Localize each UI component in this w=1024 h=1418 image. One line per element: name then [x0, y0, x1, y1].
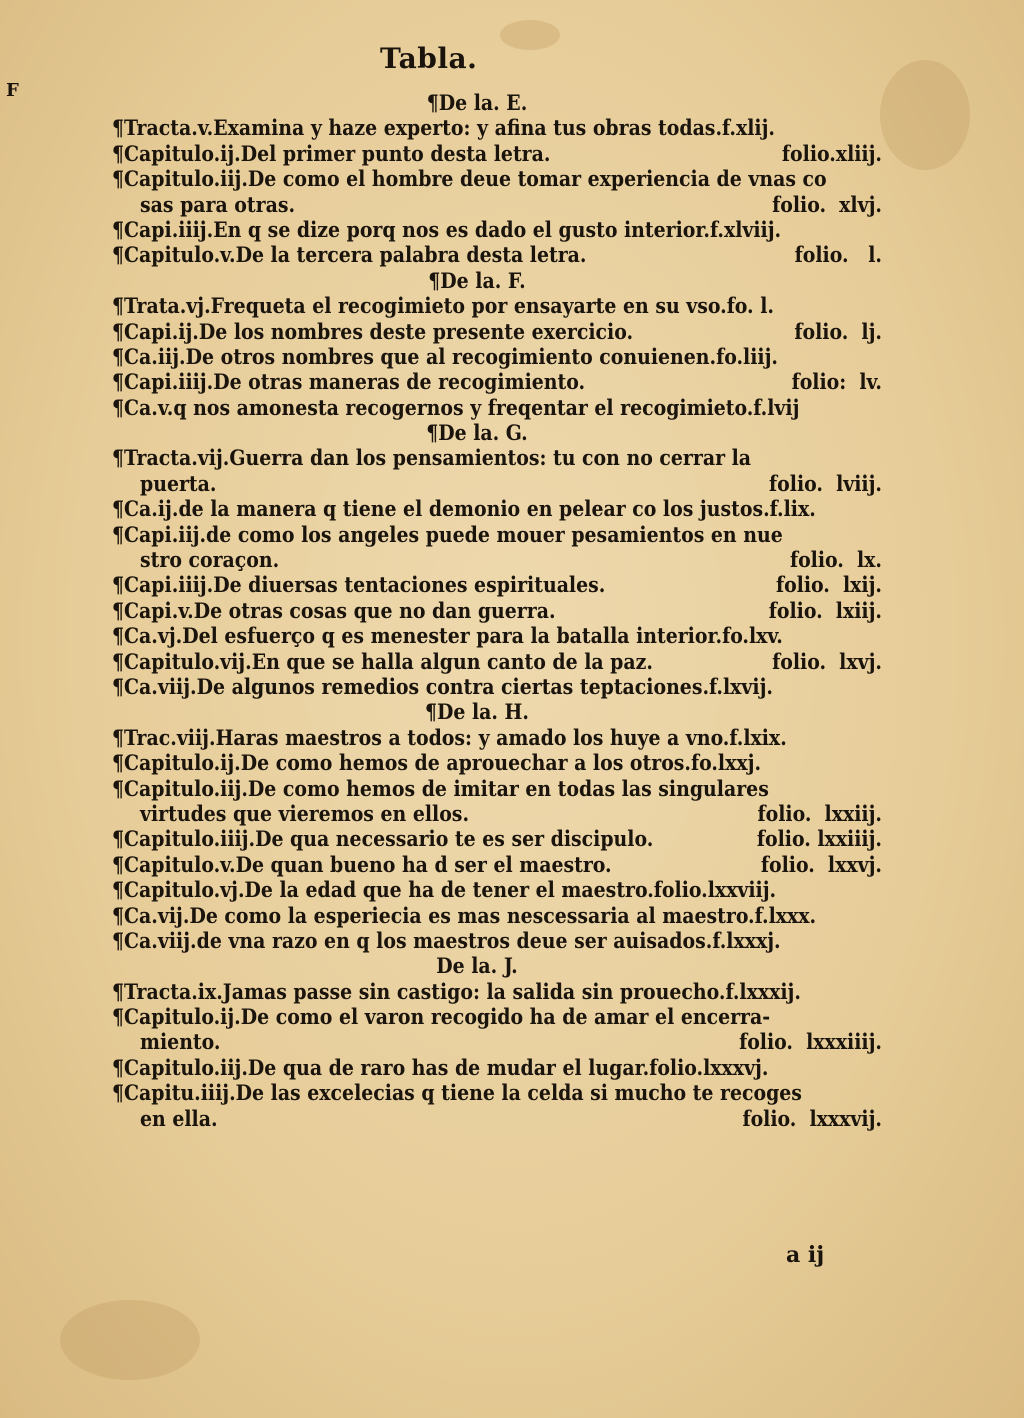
toc-entry: ¶Tracta.ix.Jamas passe sin castigo: la salida sin prouecho.f.lxxxij. [112, 978, 801, 1004]
section-heading: ¶De la. F. [428, 267, 526, 293]
folio-reference: folio. lj. [794, 318, 882, 344]
toc-entry: ¶Ca.ij.de la manera q tiene el demonio en pelear co los justos.f.lix. [112, 496, 816, 522]
toc-entry: ¶Ca.viij.de vna razo en q los maestros deue ser auisados.f.lxxxj. [112, 927, 781, 953]
toc-entry-continuation [112, 547, 882, 572]
margin-mark: F [6, 80, 19, 101]
folio-reference: folio. lxvj. [772, 648, 882, 674]
toc-entry: ¶Capitulo.iij.De como hemos de imitar en todas las singulares [112, 775, 769, 801]
toc-entry: ¶Ca.vj.Del esfuerço q es menester para la batalla interior.fo.lxv. [112, 623, 783, 649]
toc-entry: ¶Ca.vij.De como la esperiecia es mas nescessaria al maestro.f.lxxx. [112, 902, 817, 928]
toc-entry [112, 852, 882, 877]
toc-entry: ¶Tracta.vij.Guerra dan los pensamientos: tu con no cerrar la [112, 445, 752, 471]
section-heading: ¶De la. E. [426, 90, 528, 115]
signature-mark: a ij [786, 1242, 825, 1268]
toc-entry-continuation [112, 1106, 882, 1131]
toc-entry [112, 572, 882, 597]
folio-reference: folio. lxij. [775, 572, 882, 598]
folio-reference: folio. lxxiiij. [756, 826, 882, 852]
folio-reference: folio. xlvj. [772, 191, 882, 217]
toc-entry [112, 369, 882, 394]
toc-entry [112, 242, 882, 267]
folio-reference: folio. lxxvj. [760, 851, 882, 877]
folio-reference: folio. lxxxvij. [742, 1105, 882, 1131]
table-of-contents [112, 90, 882, 1131]
toc-entry: ¶Ca.v.q nos amonesta recogernos y freqentar el recogimieto.f.lvij [112, 394, 800, 420]
paper-stain [880, 60, 970, 170]
toc-entry-continuation [112, 192, 882, 217]
section-heading: ¶De la. G. [426, 420, 528, 446]
entry-text: puerta. [140, 470, 217, 496]
folio-reference: folio.xliij. [781, 140, 882, 166]
toc-entry: ¶Capi.iij.de como los angeles puede mouer pesamientos en nue [112, 521, 783, 547]
entry-text: sas para otras. [140, 191, 296, 217]
paper-stain [500, 20, 560, 50]
toc-entry: ¶Capitulo.iij.De como el hombre deue tomar experiencia de vnas co [112, 166, 827, 192]
entry-text: ¶Capitulo.vij.En que se halla algun canto de la paz. [112, 648, 653, 674]
entry-text: ¶Capi.iiij.De diuersas tentaciones espirituales. [112, 572, 606, 598]
folio-reference: folio. lxiij. [768, 597, 882, 623]
toc-entry: ¶Capi.iiij.En q se dize porq nos es dado el gusto interior.f.xlviij. [112, 216, 782, 242]
toc-entry [112, 141, 882, 166]
folio-reference: folio. l. [794, 242, 882, 268]
toc-entry [112, 598, 882, 623]
folio-reference: folio. lviij. [769, 470, 882, 496]
folio-reference: folio. lxxxiiij. [739, 1029, 882, 1055]
toc-entry: ¶Trac.viij.Haras maestros a todos: y amado los huye a vno.f.lxix. [112, 724, 787, 750]
entry-text: ¶Capitulo.ij.Del primer punto desta letra. [112, 140, 551, 166]
toc-entry: ¶Capitulo.vj.De la edad que ha de tener el maestro.folio.lxxviij. [112, 877, 777, 903]
running-head: Tabla. [380, 42, 478, 75]
entry-text: ¶Capi.iiij.De otras maneras de recogimiento. [112, 369, 586, 395]
toc-entry: ¶Capitu.iiij.De las excelecias q tiene la celda si mucho te recoges [112, 1080, 802, 1106]
toc-entry-continuation [112, 801, 882, 826]
toc-entry: ¶Trata.vj.Frequeta el recogimieto por ensayarte en su vso.fo. l. [112, 293, 774, 319]
toc-entry-continuation [112, 1029, 882, 1054]
entry-text: ¶Capitulo.v.De la tercera palabra desta letra. [112, 242, 587, 268]
entry-text: ¶Capi.v.De otras cosas que no dan guerra. [112, 597, 556, 623]
toc-entry: ¶Ca.viij.De algunos remedios contra ciertas teptaciones.f.lxvij. [112, 673, 773, 699]
toc-entry [112, 826, 882, 851]
entry-text: stro coraçon. [140, 547, 280, 573]
folio-reference: folio. lxxiij. [757, 800, 882, 826]
folio-reference: folio: lv. [791, 369, 882, 395]
toc-entry [112, 649, 882, 674]
entry-text: ¶Capitulo.v.De quan bueno ha d ser el maestro. [112, 851, 612, 877]
entry-text: ¶Capitulo.iiij.De qua necessario te es ser discipulo. [112, 826, 654, 852]
entry-text: virtudes que vieremos en ellos. [140, 800, 470, 826]
entry-text: miento. [140, 1029, 221, 1055]
section-heading: ¶De la. H. [425, 699, 529, 725]
toc-entry: ¶Tracta.v.Examina y haze experto: y afina tus obras todas.f.xlij. [112, 115, 775, 141]
toc-entry: ¶Ca.iij.De otros nombres que al recogimiento conuienen.fo.liij. [112, 343, 778, 369]
toc-entry: ¶Capitulo.ij.De como hemos de aprouechar a los otros.fo.lxxj. [112, 750, 762, 776]
toc-entry [112, 319, 882, 344]
section-heading: De la. J. [436, 953, 518, 979]
folio-reference: folio. lx. [789, 547, 882, 573]
entry-text: en ella. [140, 1105, 218, 1131]
toc-entry: ¶Capitulo.ij.De como el varon recogido ha de amar el encerra- [112, 1004, 771, 1030]
entry-text: ¶Capi.ij.De los nombres deste presente exercicio. [112, 318, 634, 344]
paper-stain [60, 1300, 200, 1380]
toc-entry: ¶Capitulo.iij.De qua de raro has de mudar el lugar.folio.lxxxvj. [112, 1054, 769, 1080]
toc-entry-continuation [112, 471, 882, 496]
